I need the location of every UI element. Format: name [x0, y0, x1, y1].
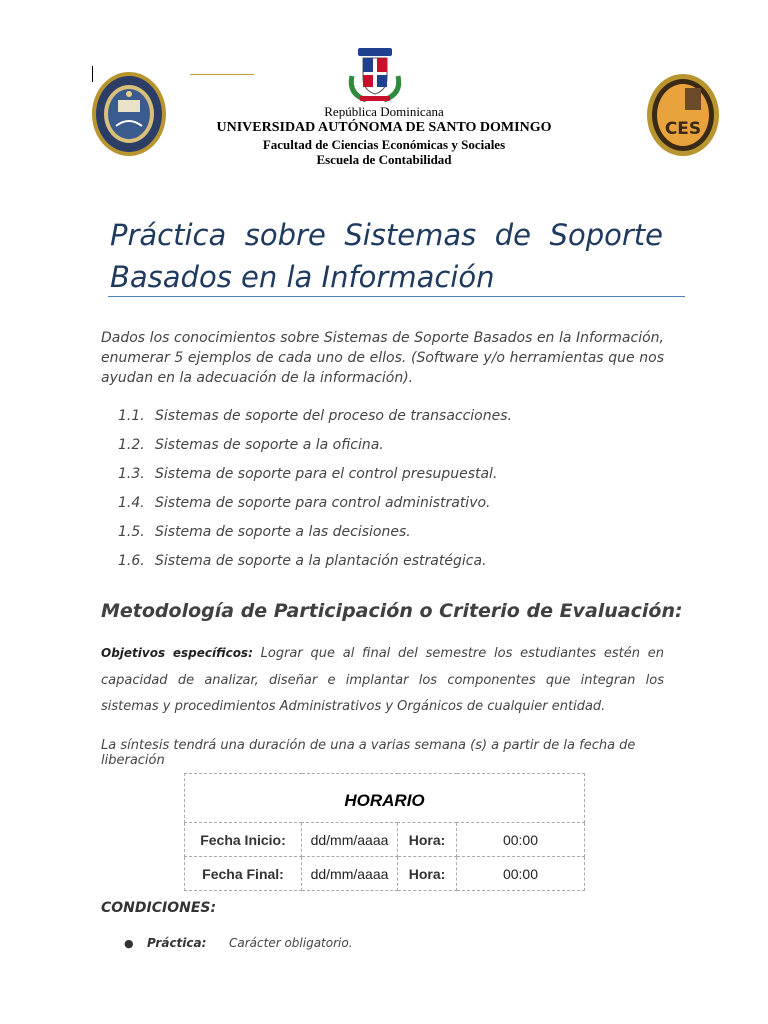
intro-paragraph: Dados los conocimientos sobre Sistemas de Soporte Basados en la Información, enumerar 5 ejemplos de cada uno de ellos. (Software y/o herramientas que nos ayudan en la adecuación de la información). [101, 330, 664, 386]
schedule-heading: HORARIO [185, 774, 585, 823]
list-item-text: Sistemas de soporte del proceso de transacciones. [155, 408, 512, 424]
list-item [118, 493, 678, 522]
list-item-text: Sistemas de soporte a la oficina. [155, 437, 384, 453]
schedule-table [184, 773, 585, 891]
list-item [118, 522, 678, 551]
list-item-number: 1.4. [118, 495, 145, 511]
document-title: Práctica sobre Sistemas de Soporte Basados en la Información [110, 218, 663, 294]
list-item [118, 464, 678, 493]
title-divider [108, 296, 685, 297]
conditions-heading: CONDICIONES: [101, 900, 217, 916]
table-row [185, 823, 585, 857]
list-item [118, 551, 678, 580]
list-item-text: Sistema de soporte para control administrativo. [155, 495, 491, 511]
list-item-number: 1.1. [118, 408, 145, 424]
list-item [118, 406, 678, 435]
header-country: República Dominicana [324, 104, 444, 119]
list-item-text: Sistema de soporte para el control presupuestal. [155, 466, 498, 482]
start-date-label: Fecha Inicio: [185, 823, 302, 857]
objectives-paragraph [101, 640, 664, 721]
bullet-icon: ● [124, 937, 134, 950]
start-time-field[interactable]: 00:00 [457, 823, 585, 857]
end-time-label: Hora: [398, 857, 457, 891]
end-date-field[interactable]: dd/mm/aaaa [302, 857, 398, 891]
condition-label: Práctica: [147, 936, 207, 950]
table-row [185, 857, 585, 891]
list-item [118, 435, 678, 464]
support-systems-list [118, 406, 678, 580]
objectives-label: Objetivos específicos: [101, 646, 253, 660]
list-item-number: 1.2. [118, 437, 145, 453]
condition-value: Carácter obligatorio. [229, 936, 353, 950]
header-school: Escuela de Contabilidad [316, 152, 452, 167]
synthesis-paragraph: La síntesis tendrá una duración de una a varias semana (s) a partir de la fecha de liberación [101, 738, 636, 768]
list-item-text: Sistema de soporte a las decisiones. [155, 524, 411, 540]
methodology-heading: Metodología de Participación o Criterio de Evaluación: [101, 600, 683, 622]
start-time-label: Hora: [398, 823, 457, 857]
seal-lettering: CES [664, 119, 702, 139]
header-faculty: Facultad de Ciencias Económicas y Sociales [262, 137, 506, 152]
header-line [190, 74, 254, 75]
end-time-field[interactable]: 00:00 [457, 857, 585, 891]
list-item-number: 1.6. [118, 553, 145, 569]
start-date-field[interactable]: dd/mm/aaaa [302, 823, 398, 857]
list-item-text: Sistema de soporte a la plantación estratégica. [155, 553, 487, 569]
objectives-text: Lograr que al final del semestre los estudiantes estén en capacidad de analizar, diseñar e implantar los componentes que integran los sistemas y procedimientos Administrativos y Orgánicos de cualquier entidad. [101, 646, 664, 714]
coat-of-arms-icon [344, 42, 406, 104]
list-item-number: 1.5. [118, 524, 145, 540]
header-university: UNIVERSIDAD AUTÓNOMA DE SANTO DOMINGO [216, 120, 552, 135]
end-date-label: Fecha Final: [185, 857, 302, 891]
list-item-number: 1.3. [118, 466, 145, 482]
